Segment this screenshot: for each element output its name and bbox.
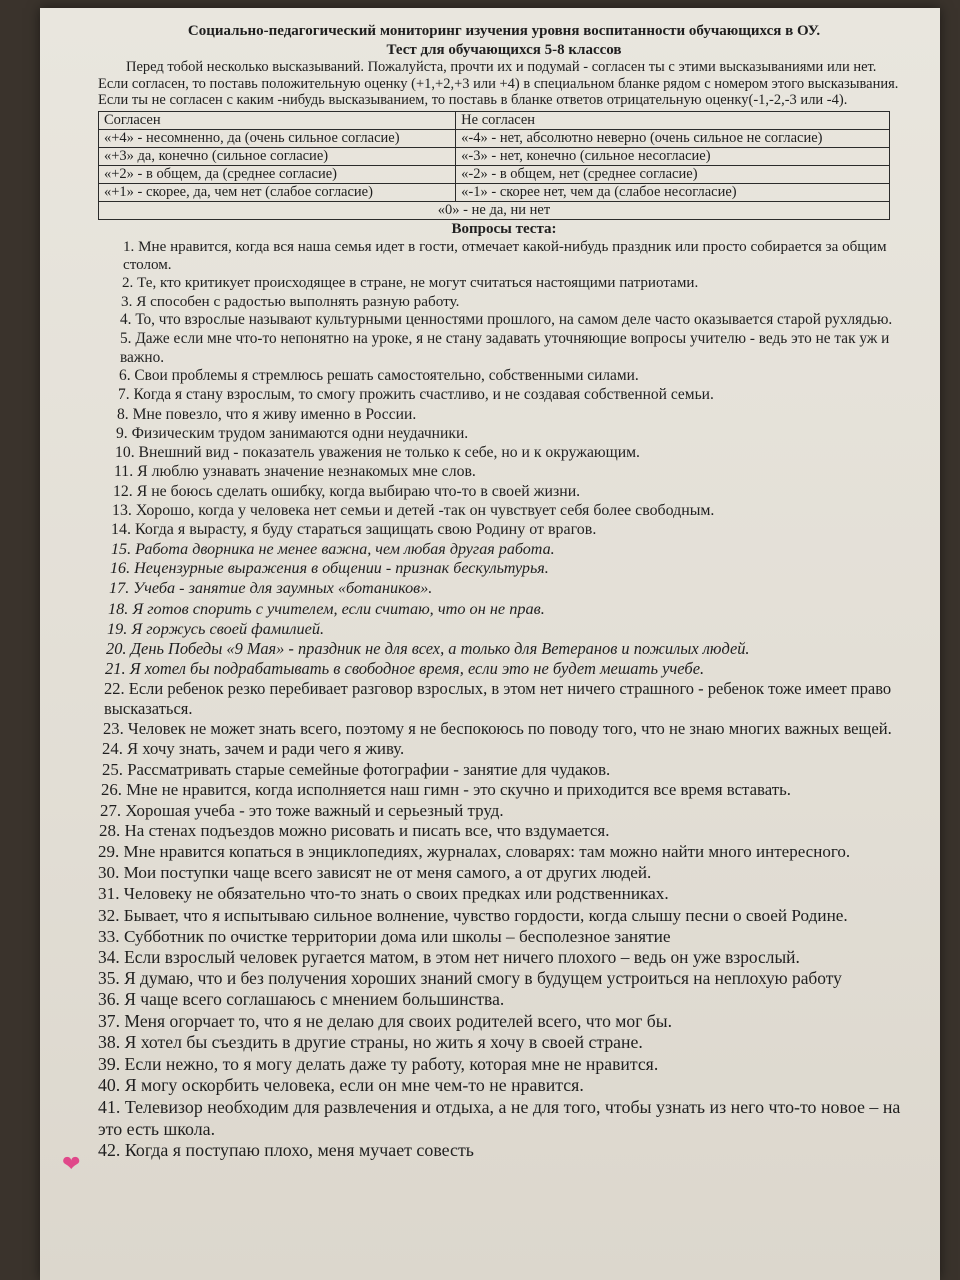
question-number: 38. — [98, 1032, 121, 1053]
question-text: Когда я стану взрослым, то смогу прожить счастливо, и не создавая собственной семьи. — [133, 386, 714, 404]
question-text: Даже если мне что-то непонятно на уроке, я не стану задавать уточняющие вопросы учителю - ведь это не так уж и важно. — [120, 330, 890, 366]
question-item — [98, 1054, 910, 1076]
question-item — [98, 311, 910, 330]
question-item — [98, 947, 910, 968]
question-item — [98, 659, 910, 679]
question-number: 7. — [118, 386, 130, 404]
scale-row — [99, 129, 890, 147]
disagree-cell: «-1» - скорее нет, чем да (слабое несогласие) — [456, 183, 890, 201]
question-number: 37. — [98, 1010, 120, 1031]
question-item — [98, 501, 910, 520]
question-item — [98, 639, 910, 659]
document-title: Социально-педагогический мониторинг изучения уровня воспитанности обучающихся в ОУ. — [187, 23, 821, 39]
question-text: Те, кто критикует происходящее в стране, не могут считаться настоящими патриотами. — [137, 275, 699, 292]
question-item — [98, 619, 910, 639]
question-number: 11. — [114, 463, 134, 481]
question-number: 1. — [123, 238, 135, 255]
question-text: То, что взрослые называют культурными ценностями прошлого, на самом деле часто оказывается старой рухлядью. — [135, 311, 893, 329]
question-item — [98, 884, 910, 905]
question-item — [98, 330, 910, 367]
question-item — [98, 989, 910, 1010]
question-item — [98, 520, 910, 540]
question-item — [98, 599, 910, 619]
question-text: Хорошо, когда у человека нет семьи и детей -так он чувствует себя более свободным. — [135, 501, 715, 519]
question-text: Я готов спорить с учителем, если считаю, что он не прав. — [132, 598, 545, 618]
question-text: Если ребенок резко перебивает разговор взрослых, в этом нет ничего страшного - ребенок тоже имеет право высказаться. — [104, 678, 892, 718]
question-item — [98, 238, 910, 275]
document-subtitle: Тест для обучающихся 5-8 классов — [386, 42, 622, 58]
question-item — [98, 293, 910, 312]
question-item — [98, 780, 910, 801]
question-number: 29. — [98, 841, 120, 861]
question-item — [98, 1032, 910, 1054]
question-text: Я хотел бы съездить в другие страны, но жить я хочу в своей стране. — [124, 1032, 643, 1053]
agree-header: Согласен — [99, 111, 456, 129]
question-text: Я могу оскорбить человека, если он мне чем-то не нравится. — [124, 1075, 584, 1096]
question-text: Человек не может знать всего, поэтому я не беспокоюсь по поводу того, что не знаю многих важных вещей. — [127, 719, 892, 739]
question-text: Я хотел бы подрабатывать в свободное время, если это не будет мешать учебе. — [129, 658, 705, 678]
agree-cell: «+3» да, конечно (сильное согласие) — [99, 147, 456, 165]
question-item — [98, 579, 910, 599]
question-number: 33. — [98, 926, 120, 946]
question-item — [98, 968, 910, 989]
questions-heading: Вопросы теста: — [451, 220, 557, 237]
question-item — [98, 482, 910, 501]
question-item — [98, 821, 910, 842]
instructions-paragraph: Перед тобой несколько высказываний. Пожалуйста, прочти их и подумай - согласен ты с этими высказываниями или нет. Если согласен, то поставь положительную оценку (+1,+2,+3 или +4) в специальном бланке рядом с номером этого высказывания. Если ты не согласен с каким -нибудь высказыванием, то поставь в бланке ответов отрицательную оценку(-1,-2,-3 или -4). — [98, 59, 899, 108]
question-item — [98, 443, 910, 462]
question-text: Я люблю узнавать значение незнакомых мне слов. — [137, 463, 476, 481]
question-number: 25. — [102, 759, 123, 779]
question-number: 14. — [111, 521, 131, 539]
question-text: Я хочу знать, зачем и ради чего я живу. — [127, 739, 405, 759]
question-number: 16. — [110, 560, 131, 578]
question-item — [98, 405, 910, 424]
question-item — [98, 842, 910, 863]
question-item — [98, 905, 910, 926]
question-item — [98, 719, 910, 739]
question-text: Я думаю, что и без получения хороших знаний смогу в будущем устроиться на неплохую работу — [124, 967, 842, 988]
question-text: Человеку не обязательно что-то знать о своих предках или родственниках. — [123, 883, 669, 903]
question-text: День Победы «9 Мая» - праздник не для всех, а только для Ветеранов и пожилых людей. — [130, 638, 750, 658]
paper-sheet — [40, 8, 940, 1280]
question-number: 34. — [98, 946, 120, 967]
scale-neutral-row — [99, 201, 890, 219]
disagree-cell: «-4» - нет, абсолютно неверно (очень сильное не согласие) — [456, 129, 890, 147]
question-text: Если нежно, то я могу делать даже ту работу, которая мне не нравится. — [124, 1053, 659, 1074]
question-item — [98, 540, 910, 560]
scale-row — [99, 147, 890, 165]
question-text: Нецензурные выражения в общении - признак бескультурья. — [134, 560, 549, 578]
question-number: 8. — [117, 406, 129, 424]
question-item — [98, 679, 910, 719]
question-text: Хорошая учеба - это тоже важный и серьезный труд. — [125, 800, 504, 820]
disagree-cell: «-2» - в общем, нет (среднее согласие) — [456, 165, 890, 183]
question-item — [98, 424, 910, 443]
question-text: Меня огорчает то, что я не делаю для своих родителей всего, что мог бы. — [124, 1010, 672, 1031]
question-item — [98, 559, 910, 579]
disagree-cell: «-3» - нет, конечно (сильное несогласие) — [456, 147, 890, 165]
question-item — [98, 274, 910, 293]
question-number: 27. — [100, 800, 122, 820]
question-number: 3. — [121, 292, 133, 310]
question-text: Бывает, что я испытываю сильное волнение, чувство гордости, когда слышу песни о своей Родине. — [123, 905, 848, 925]
question-item — [98, 926, 910, 947]
agree-cell: «+1» - скорее, да, чем нет (слабое согласие) — [99, 183, 456, 201]
question-number: 31. — [98, 883, 120, 903]
heart-icon: ❤ — [62, 1151, 81, 1176]
question-number: 41. — [98, 1096, 121, 1117]
question-number: 26. — [101, 780, 122, 800]
question-number: 15. — [111, 540, 132, 558]
question-text: Если взрослый человек ругается матом, в этом нет ничего плохого – ведь он уже взрослый. — [124, 946, 800, 967]
scale-header-row — [99, 111, 890, 129]
question-number: 22. — [104, 678, 125, 698]
question-text: Когда я поступаю плохо, меня мучает совесть — [124, 1140, 474, 1161]
question-number: 40. — [98, 1075, 121, 1096]
question-text: Я не боюсь сделать ошибку, когда выбираю что-то в своей жизни. — [136, 482, 581, 500]
disagree-header: Не согласен — [456, 111, 890, 129]
question-number: 6. — [119, 367, 131, 385]
question-text: Я чаще всего соглашаюсь с мнением большинства. — [124, 989, 505, 1010]
question-number: 36. — [98, 989, 120, 1010]
question-number: 17. — [109, 579, 130, 598]
question-item — [98, 1075, 910, 1097]
question-text: Мне нравится копаться в энциклопедиях, журналах, словарях: там можно найти много интересного. — [123, 841, 851, 861]
question-text: Субботник по очистке территории дома или школы – бесполезное занятие — [123, 926, 671, 946]
question-text: Учеба - занятие для заумных «ботаников». — [133, 579, 433, 598]
question-number: 12. — [113, 482, 133, 500]
scale-row — [99, 165, 890, 183]
question-number: 42. — [98, 1140, 121, 1161]
question-number: 28. — [99, 821, 121, 841]
question-text: На стенах подъездов можно рисовать и писать все, что вздумается. — [124, 821, 610, 841]
question-text: Мне повезло, что я живу именно в России. — [132, 406, 417, 424]
question-item — [98, 386, 910, 405]
question-text: Мне нравится, когда вся наша семья идет в гости, отмечает какой-нибудь праздник или просто собирается за общим столом. — [123, 238, 887, 273]
questions-list — [98, 238, 910, 1163]
rating-scale-table — [98, 111, 890, 220]
question-text: Физическим трудом занимаются одни неудачники. — [131, 425, 469, 443]
question-text: Я способен с радостью выполнять разную работу. — [136, 292, 460, 310]
agree-cell: «+2» - в общем, да (среднее согласие) — [99, 165, 456, 183]
question-number: 24. — [102, 739, 123, 759]
question-item — [98, 739, 910, 759]
question-item — [98, 863, 910, 884]
question-number: 19. — [107, 618, 128, 638]
neutral-cell: «0» - не да, ни нет — [99, 201, 890, 219]
question-item — [98, 1140, 910, 1162]
question-text: Мне не нравится, когда исполняется наш гимн - это скучно и приходится все время вставать. — [126, 780, 791, 800]
question-number: 18. — [108, 598, 129, 618]
question-number: 9. — [116, 425, 128, 443]
question-text: Мои поступки чаще всего зависят не от меня самого, а от других людей. — [123, 862, 652, 882]
question-text: Свои проблемы я стремлюсь решать самостоятельно, собственными силами. — [134, 367, 639, 385]
question-number: 32. — [98, 905, 120, 925]
question-text: Телевизор необходим для развлечения и отдыха, а не для того, чтобы узнать из него что-то новое – на это есть школа. — [98, 1096, 901, 1139]
question-item — [98, 760, 910, 780]
question-number: 21. — [105, 658, 126, 678]
question-number: 30. — [98, 862, 120, 882]
question-item — [98, 367, 910, 386]
question-number: 10. — [115, 444, 135, 462]
agree-cell: «+4» - несомненно, да (очень сильное согласие) — [99, 129, 456, 147]
question-number: 4. — [120, 311, 132, 329]
document-content — [98, 22, 910, 1162]
scale-row — [99, 183, 890, 201]
question-text: Когда я вырасту, я буду стараться защищать свою Родину от врагов. — [135, 521, 597, 539]
question-number: 39. — [98, 1053, 121, 1074]
question-text: Работа дворника не менее важна, чем любая другая работа. — [135, 540, 555, 558]
question-item — [98, 1011, 910, 1033]
question-number: 2. — [122, 275, 134, 292]
question-item — [98, 1097, 910, 1141]
question-number: 23. — [103, 719, 124, 739]
question-item — [98, 462, 910, 481]
question-number: 20. — [106, 638, 127, 658]
question-text: Внешний вид - показатель уважения не только к себе, но и к окружающим. — [138, 444, 640, 462]
question-item — [98, 801, 910, 822]
question-number: 13. — [112, 501, 132, 519]
question-number: 5. — [120, 330, 132, 347]
question-number: 35. — [98, 967, 120, 988]
question-text: Рассматривать старые семейные фотографии - занятие для чудаков. — [127, 759, 611, 779]
question-text: Я горжусь своей фамилией. — [131, 618, 325, 638]
